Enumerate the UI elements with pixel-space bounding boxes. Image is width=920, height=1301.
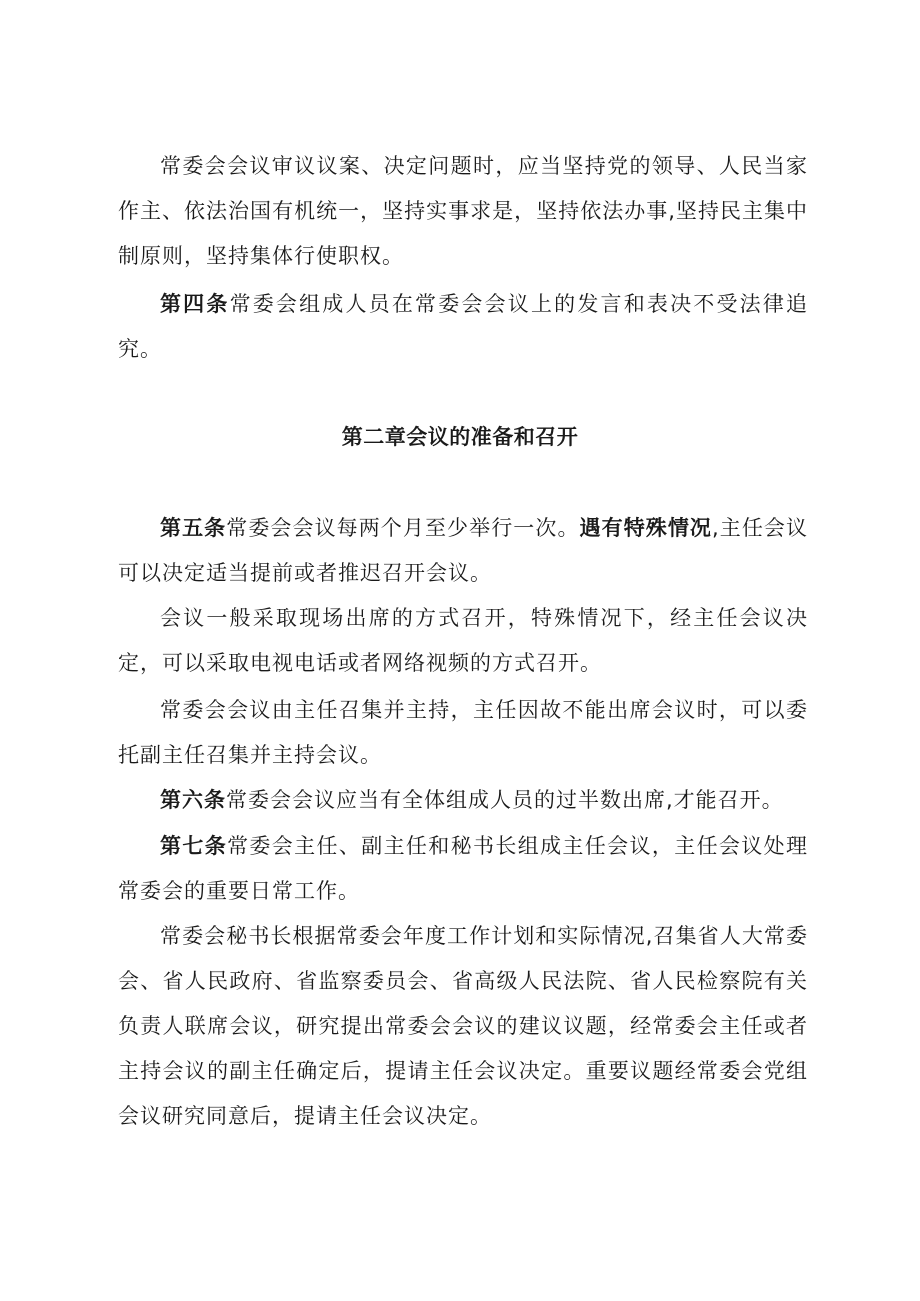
article-5 xyxy=(118,506,808,596)
paragraph xyxy=(118,688,808,778)
paragraph-text: 常委会会议由主任召集并主持，主任因故不能出席会议时，可以委托副主任召集并主持会议。 xyxy=(118,698,808,767)
paragraph-text: 会议一般采取现场出席的方式召开，特殊情况下，经主任会议决定，可以采取电视电话或者网络视频的方式召开。 xyxy=(118,606,808,675)
paragraph xyxy=(118,596,808,686)
paragraph xyxy=(118,144,808,279)
article-number: 第五条 xyxy=(160,516,227,540)
chapter-title: 第二章会议的准备和召开 xyxy=(341,425,579,449)
article-number: 第七条 xyxy=(160,834,228,858)
paragraph-text-continued: ,主任会议可以决定适当提前或者推迟召开会议。 xyxy=(118,516,809,585)
paragraph-text: 常委会会议每两个月至少举行一次。 xyxy=(226,516,580,540)
article-7 xyxy=(118,824,808,914)
paragraph-text: 常委会会议应当有全体组成人员的过半数出席,才能召开。 xyxy=(226,788,784,812)
article-number: 第六条 xyxy=(160,788,226,812)
article-number: 第四条 xyxy=(160,292,230,316)
emphasis-text: 遇有特殊情况 xyxy=(579,516,713,540)
paragraph-text: 常委会秘书长根据常委会年度工作计划和实际情况,召集省人大常委会、省人民政府、省监察委员会、省高级人民法院、省人民检察院有关负责人联席会议，研究提出常委会会议的建议议题，经常委会主任或者主持会议的副主任确定后，提请主任会议决定。重要议题经常委会党组会议研究同意后，提请主任会议决定。 xyxy=(118,924,808,1128)
paragraph-text: 常委会组成人员在常委会会议上的发言和表决不受法律追究。 xyxy=(118,292,809,361)
article-4 xyxy=(118,282,808,372)
paragraph-text: 常委会会议审议议案、决定问题时，应当坚持党的领导、人民当家作主、依法治国有机统一，坚持实事求是，坚持依法办事,坚持民主集中制原则，坚持集体行使职权。 xyxy=(118,154,808,268)
article-6 xyxy=(118,778,808,823)
paragraph xyxy=(118,914,808,1139)
paragraph-text: 常委会主任、副主任和秘书长组成主任会议，主任会议处理常委会的重要日常工作。 xyxy=(118,834,809,903)
